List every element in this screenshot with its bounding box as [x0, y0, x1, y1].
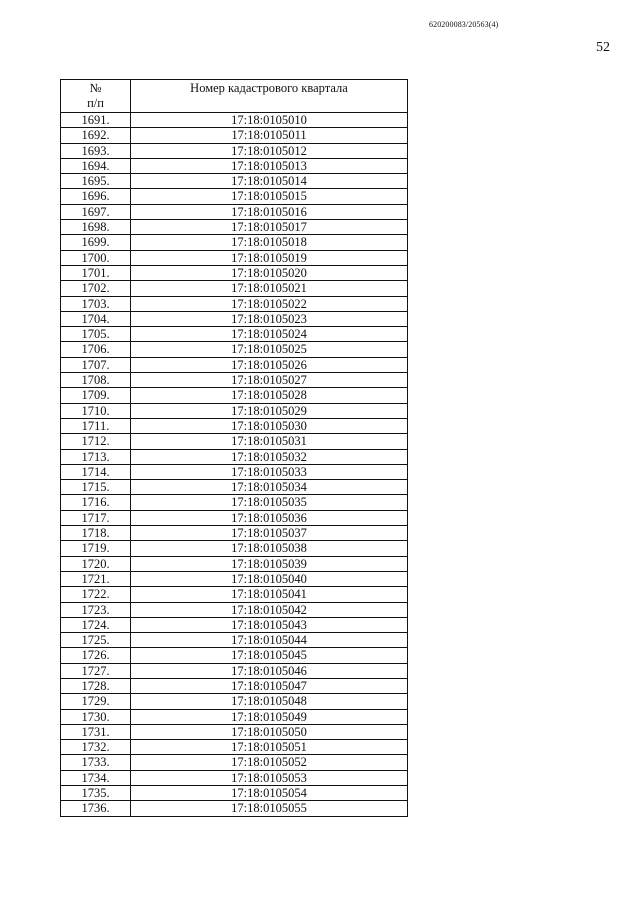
- table-row: [61, 556, 408, 571]
- cadastral-number-cell: 17:18:0105021: [131, 281, 408, 296]
- cadastral-number-cell: 17:18:0105010: [131, 113, 408, 128]
- cadastral-number-cell: 17:18:0105038: [131, 541, 408, 556]
- cadastral-number-cell: 17:18:0105036: [131, 510, 408, 525]
- table-header: [61, 80, 408, 113]
- row-number-cell: 1711.: [61, 418, 131, 433]
- cadastral-number-cell: 17:18:0105025: [131, 342, 408, 357]
- table-row: [61, 403, 408, 418]
- cadastral-number-cell: 17:18:0105035: [131, 495, 408, 510]
- table-row: [61, 602, 408, 617]
- cadastral-number-cell: 17:18:0105012: [131, 143, 408, 158]
- table-row: [61, 801, 408, 816]
- table-row: [61, 541, 408, 556]
- row-number-cell: 1692.: [61, 128, 131, 143]
- table-row: [61, 158, 408, 173]
- cadastral-number-cell: 17:18:0105016: [131, 204, 408, 219]
- row-number-cell: 1694.: [61, 158, 131, 173]
- table-row: [61, 510, 408, 525]
- row-number-cell: 1734.: [61, 770, 131, 785]
- row-number-cell: 1700.: [61, 250, 131, 265]
- table-row: [61, 480, 408, 495]
- row-number-cell: 1735.: [61, 786, 131, 801]
- row-number-cell: 1714.: [61, 464, 131, 479]
- cadastral-number-cell: 17:18:0105047: [131, 678, 408, 693]
- cadastral-number-cell: 17:18:0105051: [131, 740, 408, 755]
- table-row: [61, 663, 408, 678]
- cadastral-number-cell: 17:18:0105026: [131, 357, 408, 372]
- row-number-cell: 1736.: [61, 801, 131, 816]
- cadastral-number-cell: 17:18:0105013: [131, 158, 408, 173]
- table-row: [61, 143, 408, 158]
- table-row: [61, 694, 408, 709]
- table-row: [61, 464, 408, 479]
- table-row: [61, 418, 408, 433]
- table-row: [61, 434, 408, 449]
- cadastral-number-cell: 17:18:0105032: [131, 449, 408, 464]
- cadastral-number-cell: 17:18:0105033: [131, 464, 408, 479]
- row-number-cell: 1703.: [61, 296, 131, 311]
- document-id: 620200083/20563(4): [429, 20, 499, 29]
- row-number-cell: 1710.: [61, 403, 131, 418]
- row-number-cell: 1721.: [61, 571, 131, 586]
- table-row: [61, 587, 408, 602]
- table-row: [61, 311, 408, 326]
- table-row: [61, 327, 408, 342]
- row-number-cell: 1718.: [61, 526, 131, 541]
- row-number-cell: 1729.: [61, 694, 131, 709]
- table-row: [61, 265, 408, 280]
- number-header-line2: п/п: [87, 96, 104, 110]
- table-row: [61, 357, 408, 372]
- cadastral-number-cell: 17:18:0105014: [131, 174, 408, 189]
- cadastral-number-cell: 17:18:0105020: [131, 265, 408, 280]
- cadastral-number-cell: 17:18:0105041: [131, 587, 408, 602]
- table-row: [61, 342, 408, 357]
- table-row: [61, 296, 408, 311]
- row-number-cell: 1717.: [61, 510, 131, 525]
- table-row: [61, 648, 408, 663]
- row-number-cell: 1709.: [61, 388, 131, 403]
- row-number-cell: 1716.: [61, 495, 131, 510]
- cadastral-number-cell: 17:18:0105044: [131, 633, 408, 648]
- row-number-cell: 1691.: [61, 113, 131, 128]
- table-row: [61, 449, 408, 464]
- table-row: [61, 189, 408, 204]
- table-row: [61, 770, 408, 785]
- table-row: [61, 709, 408, 724]
- row-number-cell: 1695.: [61, 174, 131, 189]
- cadastral-number-cell: 17:18:0105037: [131, 526, 408, 541]
- cadastral-number-cell: 17:18:0105053: [131, 770, 408, 785]
- cadastral-number-cell: 17:18:0105039: [131, 556, 408, 571]
- table-row: [61, 250, 408, 265]
- cadastral-table: [60, 79, 408, 817]
- cadastral-number-cell: 17:18:0105052: [131, 755, 408, 770]
- row-number-cell: 1728.: [61, 678, 131, 693]
- page-number: 52: [596, 40, 610, 55]
- cadastral-number-cell: 17:18:0105011: [131, 128, 408, 143]
- number-header-line1: №: [89, 81, 102, 95]
- table-row: [61, 204, 408, 219]
- table-row: [61, 724, 408, 739]
- cadastral-number-cell: 17:18:0105042: [131, 602, 408, 617]
- row-number-cell: 1725.: [61, 633, 131, 648]
- cadastral-number-cell: 17:18:0105046: [131, 663, 408, 678]
- cadastral-number-cell: 17:18:0105019: [131, 250, 408, 265]
- cadastral-number-cell: 17:18:0105040: [131, 571, 408, 586]
- cadastral-number-cell: 17:18:0105031: [131, 434, 408, 449]
- table-row: [61, 740, 408, 755]
- row-number-cell: 1702.: [61, 281, 131, 296]
- table-row: [61, 755, 408, 770]
- table-row: [61, 617, 408, 632]
- row-number-cell: 1708.: [61, 373, 131, 388]
- table-row: [61, 174, 408, 189]
- cadastral-number-cell: 17:18:0105054: [131, 786, 408, 801]
- table-row: [61, 235, 408, 250]
- row-number-cell: 1724.: [61, 617, 131, 632]
- row-number-cell: 1706.: [61, 342, 131, 357]
- row-number-cell: 1733.: [61, 755, 131, 770]
- row-number-cell: 1713.: [61, 449, 131, 464]
- table-row: [61, 113, 408, 128]
- table-row: [61, 495, 408, 510]
- table-row: [61, 388, 408, 403]
- table-row: [61, 571, 408, 586]
- cadastral-number-cell: 17:18:0105017: [131, 220, 408, 235]
- cadastral-number-cell: 17:18:0105048: [131, 694, 408, 709]
- table-row: [61, 678, 408, 693]
- row-number-cell: 1696.: [61, 189, 131, 204]
- cadastral-number-cell: 17:18:0105015: [131, 189, 408, 204]
- cadastral-number-cell: 17:18:0105022: [131, 296, 408, 311]
- row-number-cell: 1715.: [61, 480, 131, 495]
- cadastral-number-cell: 17:18:0105030: [131, 418, 408, 433]
- row-number-cell: 1723.: [61, 602, 131, 617]
- cadastral-number-cell: 17:18:0105050: [131, 724, 408, 739]
- row-number-cell: 1697.: [61, 204, 131, 219]
- row-number-cell: 1730.: [61, 709, 131, 724]
- cadastral-number-cell: 17:18:0105049: [131, 709, 408, 724]
- row-number-cell: 1727.: [61, 663, 131, 678]
- cadastral-column-header: Номер кадастрового квартала: [131, 80, 408, 113]
- cadastral-number-cell: 17:18:0105027: [131, 373, 408, 388]
- table-row: [61, 633, 408, 648]
- cadastral-number-cell: 17:18:0105018: [131, 235, 408, 250]
- row-number-cell: 1699.: [61, 235, 131, 250]
- row-number-cell: 1726.: [61, 648, 131, 663]
- cadastral-number-cell: 17:18:0105028: [131, 388, 408, 403]
- table-row: [61, 128, 408, 143]
- cadastral-number-cell: 17:18:0105043: [131, 617, 408, 632]
- row-number-cell: 1704.: [61, 311, 131, 326]
- table-body: [61, 113, 408, 817]
- cadastral-number-cell: 17:18:0105055: [131, 801, 408, 816]
- header-row: [61, 80, 408, 113]
- cadastral-number-cell: 17:18:0105029: [131, 403, 408, 418]
- row-number-cell: 1731.: [61, 724, 131, 739]
- table-row: [61, 373, 408, 388]
- row-number-cell: 1701.: [61, 265, 131, 280]
- row-number-cell: 1712.: [61, 434, 131, 449]
- table-row: [61, 220, 408, 235]
- cadastral-number-cell: 17:18:0105034: [131, 480, 408, 495]
- row-number-cell: 1705.: [61, 327, 131, 342]
- table-row: [61, 786, 408, 801]
- row-number-cell: 1719.: [61, 541, 131, 556]
- row-number-cell: 1722.: [61, 587, 131, 602]
- row-number-cell: 1732.: [61, 740, 131, 755]
- row-number-cell: 1693.: [61, 143, 131, 158]
- cadastral-number-cell: 17:18:0105045: [131, 648, 408, 663]
- table-row: [61, 281, 408, 296]
- row-number-cell: 1698.: [61, 220, 131, 235]
- cadastral-number-cell: 17:18:0105024: [131, 327, 408, 342]
- row-number-cell: 1720.: [61, 556, 131, 571]
- table-row: [61, 526, 408, 541]
- number-column-header: [61, 80, 131, 113]
- cadastral-number-cell: 17:18:0105023: [131, 311, 408, 326]
- row-number-cell: 1707.: [61, 357, 131, 372]
